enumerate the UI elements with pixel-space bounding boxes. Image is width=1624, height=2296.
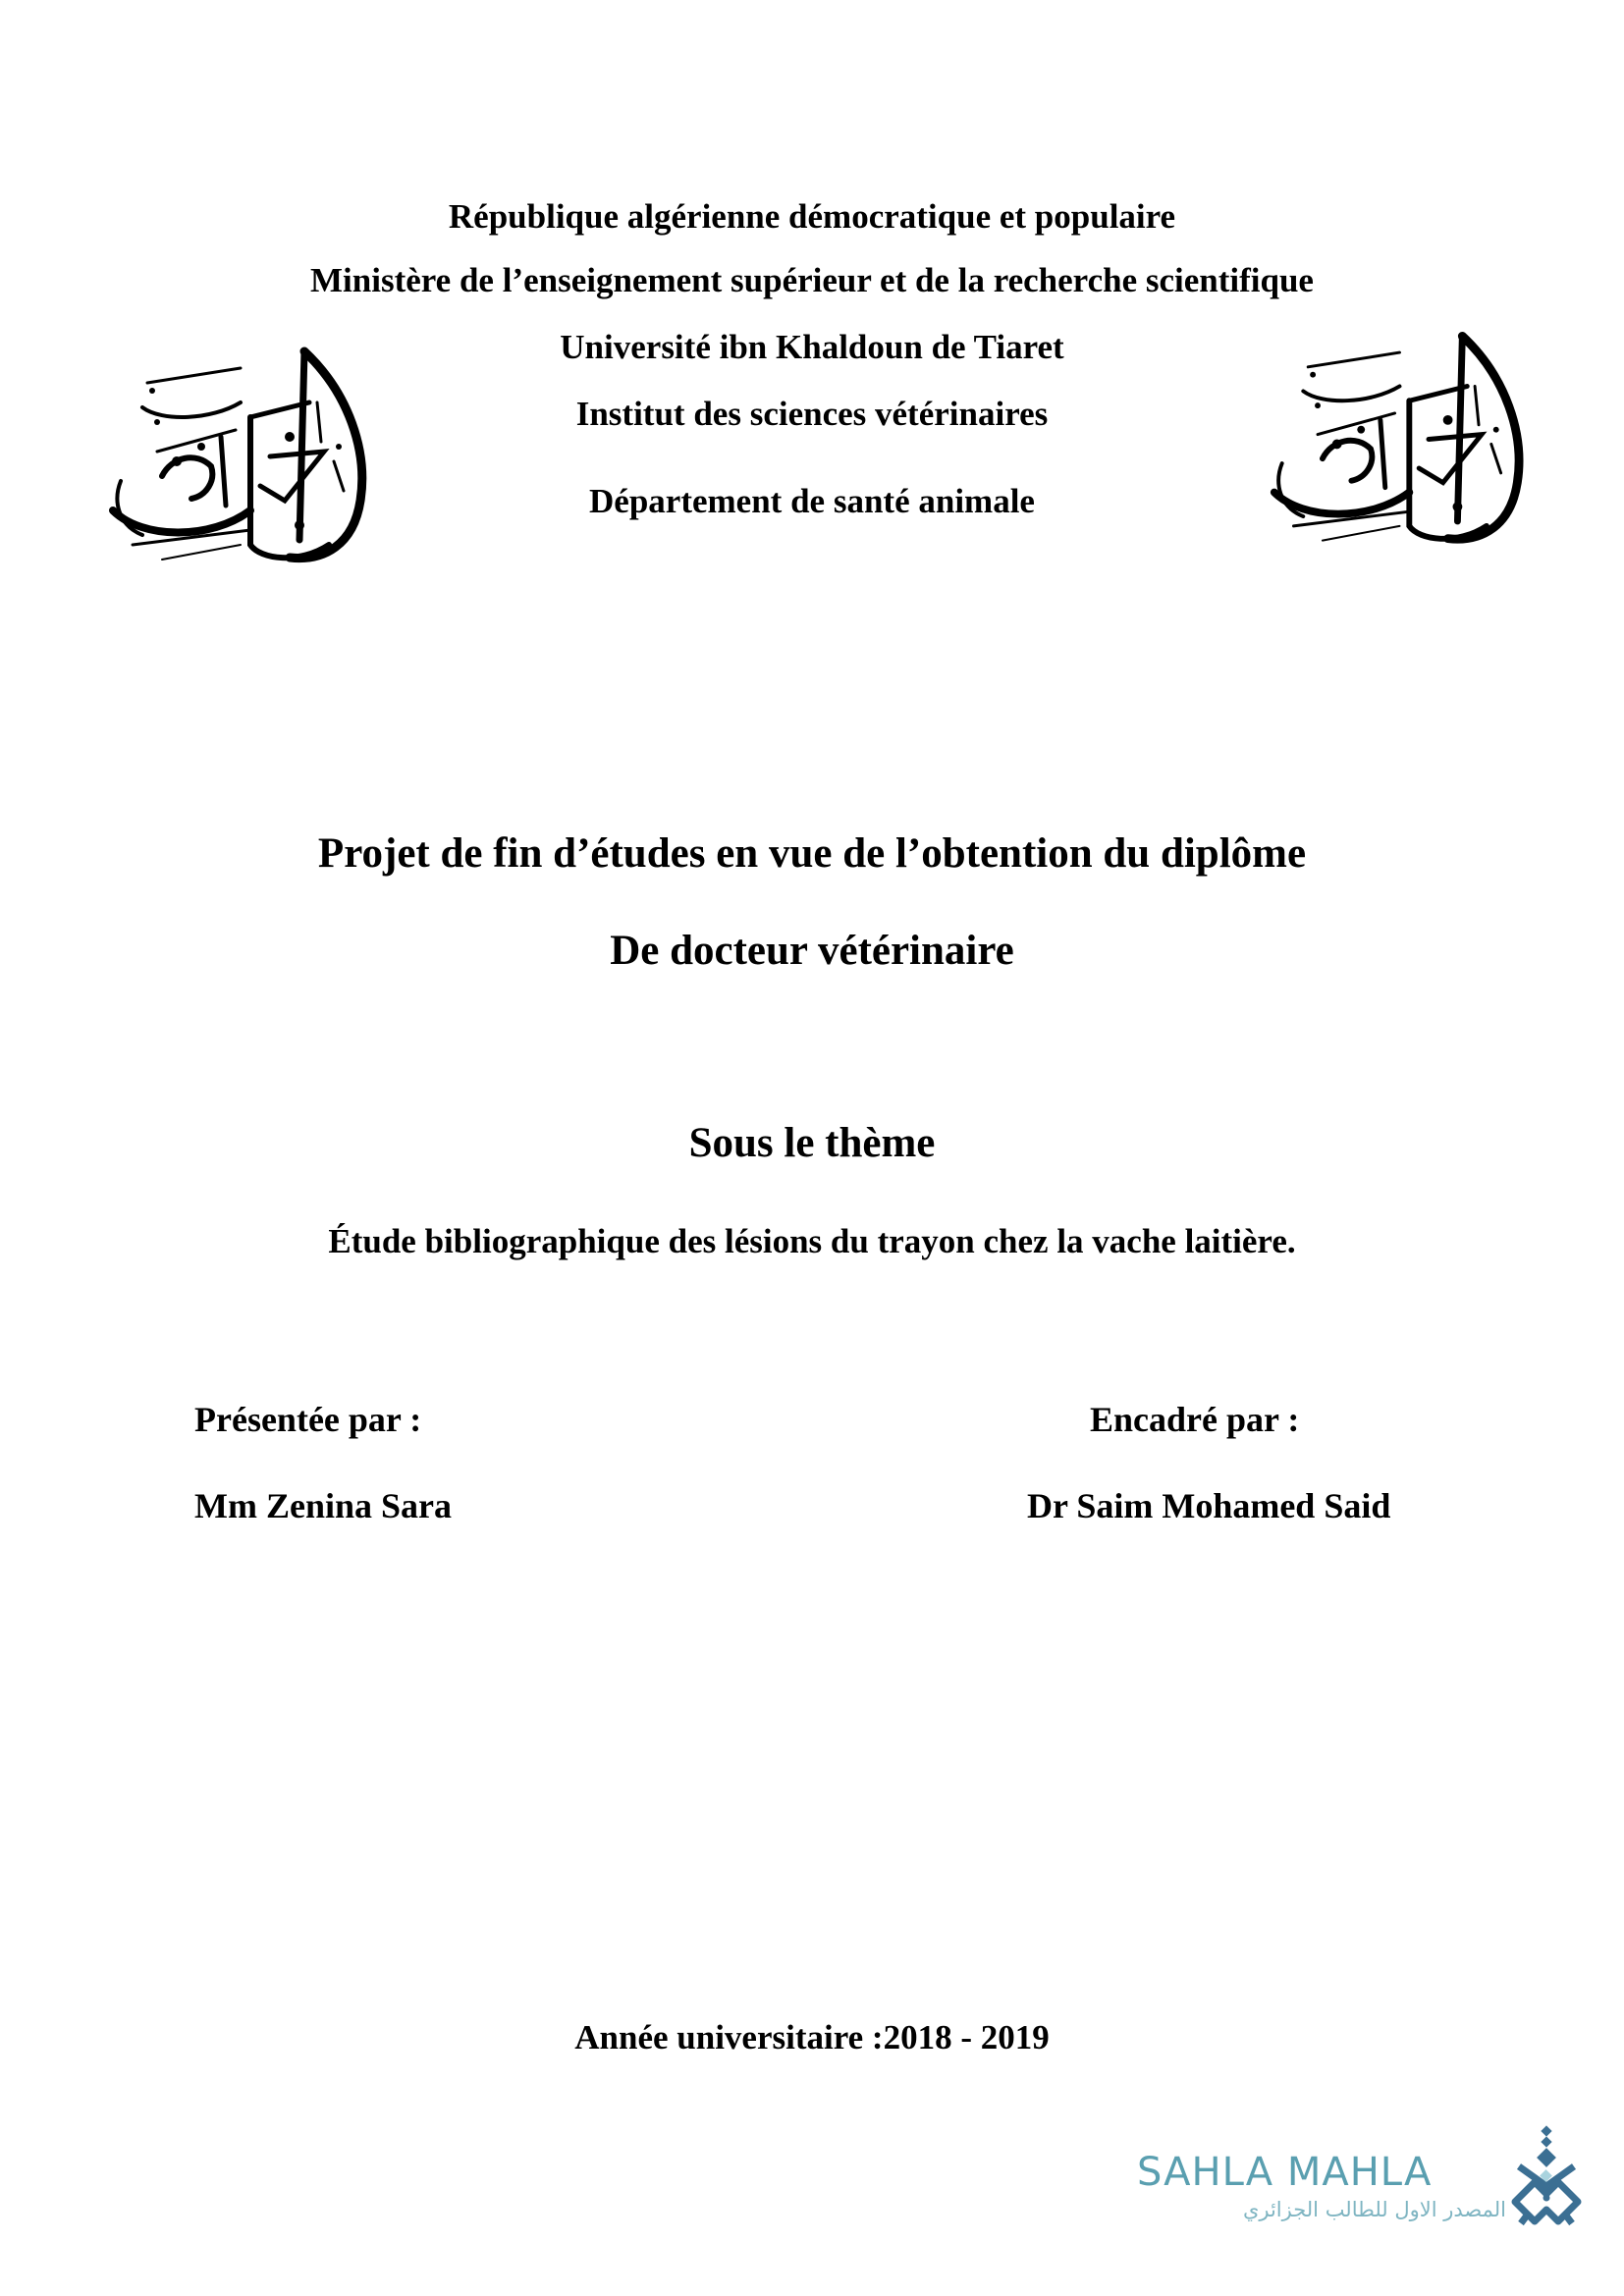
student-name: Mm Zenina Sara <box>194 1486 453 1525</box>
theme-subject: Étude bibliographique des lésions du trayon chez la vache laitière. <box>328 1222 1296 1260</box>
supervisor-name: Dr Saim Mohamed Said <box>1027 1486 1391 1525</box>
sahla-mahla-watermark[interactable] <box>1129 2125 1586 2233</box>
university-logo-left <box>103 344 378 569</box>
calligraphy-logo-icon <box>103 344 378 569</box>
header-department: Département de santé animale <box>589 482 1035 520</box>
brand-tagline: المصدر الاول للطالب الجزائري <box>1242 2198 1506 2221</box>
academic-year: Année universitaire :2018 - 2019 <box>574 2018 1050 2056</box>
supervised-by-label: Encadré par : <box>1090 1400 1300 1439</box>
degree-title: De docteur vétérinaire <box>610 928 1014 974</box>
project-title: Projet de fin d’études en vue de l’obtention du diplôme <box>317 830 1307 877</box>
brand-name: SAHLA MAHLA <box>1137 2150 1433 2195</box>
header-institute: Institut des sciences vétérinaires <box>575 395 1049 433</box>
sahla-mahla-emblem-icon <box>1507 2125 1586 2233</box>
theme-label: Sous le thème <box>688 1120 936 1166</box>
header-republic: République algérienne démocratique et populaire <box>448 197 1176 236</box>
header-university: Université ibn Khaldoun de Tiaret <box>560 328 1064 366</box>
header-ministry: Ministère de l’enseignement supérieur et de la recherche scientifique <box>310 261 1314 299</box>
presented-by-label: Présentée par : <box>194 1400 422 1439</box>
